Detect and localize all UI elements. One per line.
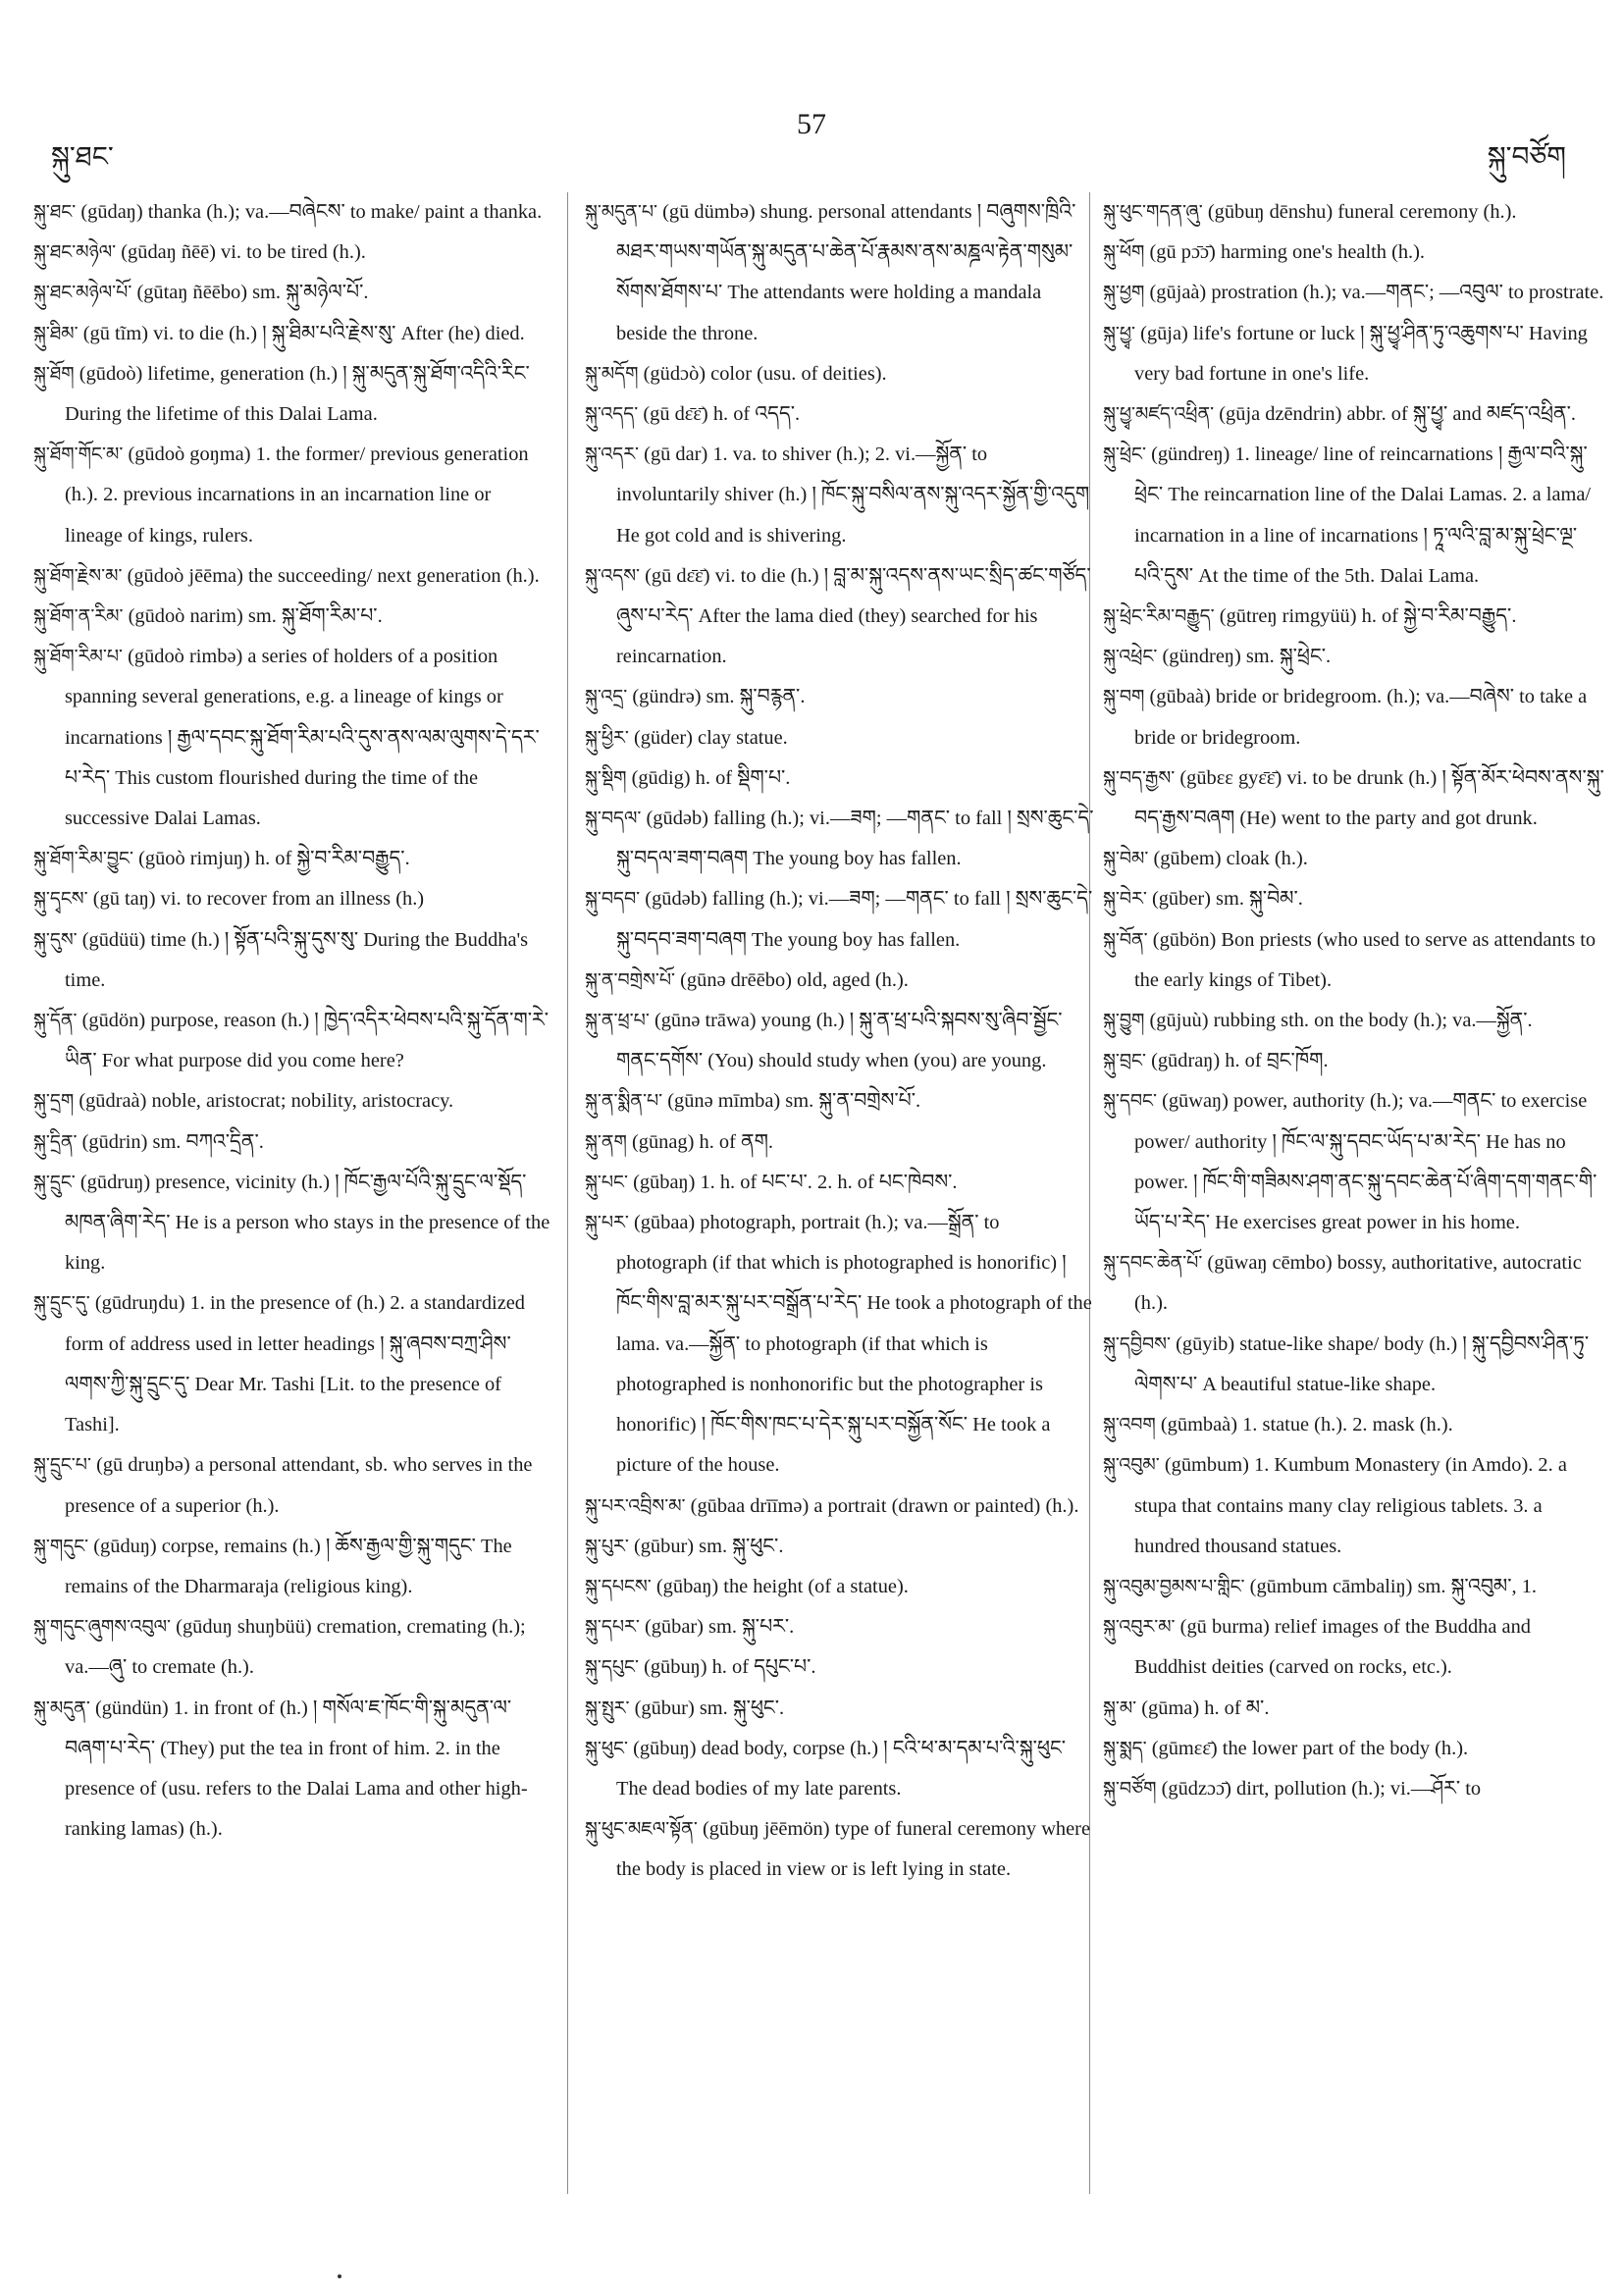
entry-definition: (gūdoò jēēma) the succeeding/ next generation (h.). — [127, 564, 540, 587]
entry-headword: སྐུ་དོན་ — [33, 1010, 78, 1032]
entry-headword: སྐུ་ཐོག་རྗེས་མ་ — [33, 564, 123, 587]
dictionary-entry — [585, 354, 1095, 394]
entry-headword: སྐུ་འདས་ — [585, 564, 641, 587]
column-middle — [585, 192, 1095, 1891]
entry-headword: སྐུ་པང་ — [585, 1171, 628, 1193]
dictionary-entry — [585, 556, 1095, 678]
entry-definition: (gūdaŋ ñēē) vi. to be tired (h.). — [121, 241, 366, 264]
dictionary-entry — [1103, 1607, 1605, 1688]
entry-definition: (gündreŋ) sm. སྐུ་ཕྲེང་. — [1162, 646, 1332, 668]
entry-definition: (gū druŋbə) a personal attendant, sb. who serves in the presence of a superior (h.). — [65, 1454, 533, 1517]
dictionary-entry — [585, 1122, 1095, 1163]
dictionary-entry — [1103, 879, 1605, 919]
entry-definition: (gūdoò) lifetime, generation (h.) ། སྐུ་མདུན་སྐུ་ཐོག་འདིའི་རིང་ During the lifetime of this Dalai Lama. — [65, 362, 530, 426]
entry-headword: སྐུ་མ་ — [1103, 1696, 1137, 1719]
entry-definition: (güdɔò) color (usu. of deities). — [643, 362, 887, 385]
entry-headword: སྐུ་བདལ་ — [585, 808, 642, 830]
entry-headword: སྐུ་དཔངས་ — [585, 1575, 652, 1597]
entry-definition: (gūdüü) time (h.) ། སྟོན་པའི་སྐུ་དུས་སུ་ During the Buddha's time. — [65, 928, 529, 991]
entry-definition: (gūdoò rimbə) a series of holders of a position spanning several generations, e.g. a lineage of kings or incarnations ། རྒྱལ་དབང་སྐུ་ཐོག་རིམ་པའི་དུས་ནས་ལམ་ལུགས་དེ་དར་པ་རེད་ This custom flourished during the time of the successive Dalai Lamas. — [65, 646, 540, 830]
dictionary-entry — [585, 1487, 1095, 1527]
column-left — [33, 192, 551, 1850]
dictionary-entry — [1103, 920, 1605, 1001]
entry-headword: སྐུ་བདབ་ — [585, 888, 641, 911]
entry-definition: (gūdraŋ) h. of བྲང་ཁོག. — [1151, 1050, 1329, 1072]
entry-definition: (gūdig) h. of སྡིག་པ་. — [631, 766, 791, 789]
entry-headword: སྐུ་མདོག — [585, 362, 639, 385]
entry-definition: (gūnag) h. of ནག. — [631, 1130, 774, 1153]
dictionary-entry — [1103, 394, 1605, 435]
dictionary-entry — [33, 1081, 551, 1122]
page-number: 57 — [797, 108, 826, 140]
entry-headword: སྐུ་བག — [1103, 686, 1145, 708]
entry-definition: (gūmbaà) 1. statue (h.). 2. mask (h.). — [1160, 1414, 1453, 1436]
entry-definition: (gūnə mīmba) sm. སྐུ་ན་བགྲེས་པོ་. — [667, 1090, 921, 1113]
entry-definition: (gūdrin) sm. བཀའ་དྲིན་. — [81, 1130, 264, 1153]
entry-headword: སྐུ་བེམ་ — [1103, 848, 1149, 870]
dictionary-entry — [1103, 1001, 1605, 1041]
dictionary-entry — [33, 879, 551, 919]
entry-headword: སྐུ་དུས་ — [33, 928, 78, 951]
entry-definition: (gūwaŋ cēmbo) bossy, authoritative, autocratic (h.). — [1134, 1252, 1582, 1315]
entry-headword: སྐུ་དྲུང་དུ་ — [33, 1292, 90, 1315]
dictionary-entry — [1103, 1041, 1605, 1081]
entry-definition: (güder) clay statue. — [633, 726, 788, 749]
dictionary-entry — [33, 839, 551, 879]
dictionary-entry — [585, 677, 1095, 717]
entry-definition: (gūbem) cloak (h.). — [1153, 848, 1308, 870]
entry-headword: སྐུ་འདྲ་ — [585, 686, 628, 708]
entry-headword: སྐུ་སྨད་ — [1103, 1737, 1147, 1759]
entry-definition: (gūtreŋ rimgyüü) h. of སྐྱེ་བ་རིམ་བརྒྱུད་. — [1219, 605, 1517, 628]
entry-headword: སྐུ་འབུམ་བྱམས་པ་གླིང་ — [1103, 1575, 1245, 1597]
entry-headword: སྐུ་ཐོག་གོང་མ་ — [33, 444, 124, 466]
entry-headword: སྐུ་དབྱིབས་ — [1103, 1332, 1171, 1355]
dictionary-entry — [33, 1001, 551, 1081]
entry-headword: སྐུ་ཕྱག — [1103, 282, 1145, 304]
dictionary-entry — [585, 1567, 1095, 1607]
entry-definition: (gūbaŋ) the height (of a statue). — [655, 1575, 909, 1597]
dictionary-entry — [585, 1001, 1095, 1081]
entry-headword: སྐུ་པར་འབྲིས་མ་ — [585, 1494, 686, 1517]
dictionary-entry — [33, 192, 551, 233]
entry-definition: (gūdoò narim) sm. སྐུ་ཐོག་རིམ་པ་. — [128, 605, 383, 628]
entry-definition: (gūbuŋ) h. of དཔུང་པ་. — [644, 1656, 816, 1679]
entry-definition: (gūdoò goŋma) 1. the former/ previous generation (h.). 2. previous incarnations in an incarnation line or lineage of kings, rulers. — [65, 444, 529, 547]
entry-definition: (gūyib) statue-like shape/ body (h.) ། སྐུ་དབྱིབས་ཤིན་ཏུ་ལེགས་པ་ A beautiful statue-like shape. — [1134, 1332, 1590, 1395]
entry-definition: (gūtaŋ ñēēbo) sm. སྐུ་མཉེལ་པོ་. — [136, 282, 369, 304]
entry-headword: སྐུ་བེར་ — [1103, 888, 1147, 911]
entry-headword: སྐུ་མདུན་པ་ — [585, 201, 657, 223]
dictionary-entry — [1103, 435, 1605, 597]
entry-headword: སྐུ་སྡིག — [585, 766, 627, 789]
dictionary-entry — [33, 1689, 551, 1851]
entry-definition: (gūbɛɛ gyɛ̄ɛ̄) vi. to be drunk (h.) ། སྟོན་མོར་ཕེབས་ནས་སྐུ་བད་རྒྱས་བཞག (He) went to the party and got drunk. — [1134, 766, 1604, 830]
entry-definition: (gūoò rimjuŋ) h. of སྐྱེ་བ་རིམ་བརྒྱུད་. — [138, 848, 410, 870]
entry-headword: སྐུ་ཐོག — [33, 362, 75, 385]
dictionary-entry — [585, 758, 1095, 799]
entry-definition: (gūdruŋdu) 1. in the presence of (h.) 2. a standardized form of address used in letter headings ། སྐུ་ཞབས་བཀྲ་ཤིས་ལགས་ཀྱི་སྐུ་དྲུང་དུ་ Dear Mr. Tashi [Lit. to the presence of Tashi]. — [65, 1292, 526, 1436]
entry-headword: སྐུ་དཔར་ — [585, 1616, 640, 1639]
entry-definition: (gūbön) Bon priests (who used to serve as attendants to the early kings of Tibet). — [1134, 928, 1597, 991]
running-head-right: སྐུ་བཙོག — [1487, 140, 1566, 173]
dictionary-entry — [1103, 1689, 1605, 1729]
entry-headword: སྐུ་ཐོག་ན་རིམ་ — [33, 605, 124, 628]
entry-definition: (gūmbum cāmbaliŋ) sm. སྐུ་འབུམ་, 1. — [1249, 1575, 1537, 1597]
dictionary-entry — [585, 799, 1095, 879]
entry-headword: སྐུ་དྲུང་ — [33, 1171, 76, 1193]
dictionary-entry — [585, 1607, 1095, 1647]
entry-headword: སྐུ་གདུང་ཞུགས་འབུལ་ — [33, 1616, 172, 1639]
entry-definition: (gūma) h. of མ་. — [1141, 1696, 1270, 1719]
dictionary-entry — [585, 435, 1095, 556]
entry-headword: སྐུ་མདུན་ — [33, 1696, 90, 1719]
entry-definition: (gūjuù) rubbing sth. on the body (h.); va.—སྐྱོན་. — [1149, 1010, 1533, 1032]
dictionary-entry — [33, 233, 551, 273]
entry-headword: སྐུ་དབང་ཆེན་པོ་ — [1103, 1252, 1203, 1275]
dictionary-entry — [1103, 677, 1605, 757]
dictionary-entry — [1103, 1567, 1605, 1607]
entry-headword: སྐུ་ཕྱྭ་ — [1103, 322, 1135, 344]
entry-definition: (gūja dzēndrin) abbr. of སྐུ་ཕྱྭ་ and མཛད་འཕྲིན་. — [1219, 403, 1577, 426]
entry-headword: སྐུ་བོན་ — [1103, 928, 1148, 951]
dictionary-entry — [1103, 1769, 1605, 1809]
entry-definition: (gūbuŋ) dead body, corpse (h.) ། ངའི་ཕ་མ་དམ་པ་འི་སྐུ་ཕུང་ The dead bodies of my late parents. — [616, 1737, 1067, 1800]
dictionary-entry — [33, 556, 551, 597]
entry-headword: སྐུ་ཐོག་རིམ་པ་ — [33, 646, 123, 668]
entry-headword: སྐུ་དྭངས་ — [33, 888, 88, 911]
dictionary-entry — [33, 1163, 551, 1284]
dictionary-entry — [1103, 1081, 1605, 1243]
dictionary-entry — [1103, 839, 1605, 879]
entry-definition: (gū pɔ̄ɔ̄) harming one's health (h.). — [1149, 241, 1426, 264]
entry-definition: (gūmbum) 1. Kumbum Monastery (in Amdo). 2. a stupa that contains many clay religious tablets. 3. a hundred thousand statues. — [1134, 1454, 1567, 1557]
dictionary-entry — [585, 879, 1095, 960]
dictionary-entry — [33, 314, 551, 354]
entry-headword: སྐུ་ཕྱིར་ — [585, 726, 629, 749]
entry-definition: (gündrə) sm. སྐུ་བརྙན་. — [632, 686, 806, 708]
dictionary-entry — [33, 597, 551, 637]
dictionary-entry — [1103, 1325, 1605, 1405]
column-right — [1103, 192, 1605, 1809]
entry-headword: སྐུ་ནག — [585, 1130, 627, 1153]
entry-definition: (gūbar) sm. སྐུ་པར་. — [644, 1616, 795, 1639]
dictionary-entry — [585, 1527, 1095, 1567]
entry-headword: སྐུ་དབང་ — [1103, 1090, 1157, 1113]
entry-definition: (gūbur) sm. སྐུ་ཕུང་. — [633, 1535, 784, 1557]
entry-headword: སྐུ་ཐང་ — [33, 201, 77, 223]
entry-headword: སྐུ་ན་ཕྲ་པ་ — [585, 1010, 650, 1032]
entry-definition: (gūbaa drīīmə) a portrait (drawn or painted) (h.). — [690, 1494, 1079, 1517]
dictionary-entry — [1103, 637, 1605, 677]
column-divider — [567, 192, 568, 2194]
entry-headword: སྐུ་ཕོག — [1103, 241, 1145, 264]
entry-headword: སྐུ་ཕུང་ — [585, 1737, 628, 1759]
entry-definition: (gū dɛ̄ɛ̄) h. of འདད་. — [643, 403, 801, 426]
entry-headword: སྐུ་འཕྲེང་ — [1103, 646, 1158, 668]
entry-headword: སྐུ་ཐང་མཉེལ་པོ་ — [33, 282, 132, 304]
entry-headword: སྐུ་འདད་ — [585, 403, 639, 426]
entry-headword: སྐུ་དྲུང་པ་ — [33, 1454, 91, 1477]
dictionary-entry — [585, 1647, 1095, 1688]
entry-definition: (gū tĩm) vi. to die (h.) ། སྐུ་ཐིམ་པའི་རྗེས་སུ་ After (he) died. — [82, 322, 525, 344]
entry-definition: (gūwaŋ) power, authority (h.); va.—གནང་ to exercise power/ authority ། ཁོང་ལ་སྐུ་དབང་ཡོད་པ་མ་རེད་ He has no power. ། ཁོང་གི་གཟིམས་ཤག་ནང་སྐུ་དབང་ཆེན་པོ་ཞིག་དག་གནང་གི་ཡོད་པ་རེད་ He exercises great power in his home. — [1134, 1090, 1597, 1234]
entry-headword: སྐུ་ཐོག་རིམ་བྱུང་ — [33, 848, 133, 870]
dictionary-entry — [585, 961, 1095, 1001]
entry-definition: (gūdzɔɔ̄) dirt, pollution (h.); vi.—ཤོར་ to — [1161, 1777, 1482, 1800]
entry-definition: (gündün) 1. in front of (h.) ། གསོལ་ཇ་ཁོང་གི་སྐུ་མདུན་ལ་བཞག་པ་རེད་ (They) put the tea in front of him. 2. in the presence of (usu. refers to the Dalai Lama and other high-ranking lamas) (h.). — [65, 1696, 528, 1841]
entry-headword: སྐུ་དྲག — [33, 1090, 75, 1113]
entry-definition: (gūbuŋ dēnshu) funeral ceremony (h.). — [1207, 201, 1517, 223]
dictionary-entry — [1103, 758, 1605, 839]
dictionary-entry — [33, 1527, 551, 1607]
dictionary-entry — [1103, 192, 1605, 233]
entry-headword: སྐུ་དཔུང་ — [585, 1656, 639, 1679]
dictionary-entry — [1103, 314, 1605, 394]
entry-headword: སྐུ་པར་ — [585, 1212, 629, 1234]
entry-definition: (gūbur) sm. སྐུ་ཕུང་. — [634, 1696, 785, 1719]
entry-headword: སྐུ་ཐིམ་ — [33, 322, 79, 344]
entry-definition: (gūbaŋ) 1. h. of པང་པ་. 2. h. of པང་ཁེབས་. — [633, 1171, 958, 1193]
entry-definition: (gūber) sm. སྐུ་བེམ་. — [1151, 888, 1303, 911]
entry-headword: སྐུ་ཕུང་མཇལ་སྟོན་ — [585, 1818, 698, 1841]
entry-definition: (gūnə drēēbo) old, aged (h.). — [680, 968, 909, 991]
dictionary-entry — [1103, 273, 1605, 313]
dictionary-entry — [33, 1445, 551, 1526]
entry-headword: སྐུ་གདུང་ — [33, 1535, 89, 1557]
entry-definition: (gūnə trāwa) young (h.) ། སྐུ་ན་ཕྲ་པའི་སྐབས་སུ་ཞིབ་སྦྱོང་གནང་དགོས་ (You) should study when (you) are young. — [616, 1010, 1063, 1072]
entry-definition: (gū dɛ̄ɛ̄) vi. to die (h.) ། བླ་མ་སྐུ་འདས་ནས་ཡང་སྲིད་ཚང་གཙོད་ཞུས་པ་རེད་ After the lama died (they) searched for his reincarnation. — [616, 564, 1091, 668]
entry-headword: སྐུ་ཐང་མཉེལ་ — [33, 241, 117, 264]
entry-definition: (gūmɛɛ̄) the lower part of the body (h.). — [1151, 1737, 1469, 1759]
entry-definition: (gūjaà) prostration (h.); va.—གནང་; —འབུལ་ to prostrate. — [1149, 282, 1604, 304]
entry-definition: (gūdön) purpose, reason (h.) ། ཁྱེད་འདིར་ཕེབས་པའི་སྐུ་དོན་ག་རེ་ཡིན་ For what purpose did you come here? — [65, 1010, 550, 1072]
entry-definition: (gūbuŋ jēēmön) type of funeral ceremony where the body is placed in view or is left lying in state. — [616, 1818, 1091, 1881]
dictionary-entry — [33, 1122, 551, 1163]
entry-headword: སྐུ་དྲིན་ — [33, 1130, 78, 1153]
dictionary-entry — [33, 435, 551, 556]
entry-definition: (gū dar) 1. va. to shiver (h.); 2. vi.—སྐྱོན་ to involuntarily shiver (h.) ། ཁོང་སྐུ་བསིལ་ནས་སྐུ་འདར་སྐྱོན་གྱི་འདུག He got cold and is shivering. — [616, 444, 1090, 547]
entry-headword: སྐུ་ཕྱྭ་མཛད་འཕྲིན་ — [1103, 403, 1215, 426]
entry-headword: སྐུ་ཕྲེང་ — [1103, 444, 1146, 466]
entry-definition: (gū taŋ) vi. to recover from an illness (h.) — [92, 888, 425, 911]
dictionary-entry — [1103, 597, 1605, 637]
dictionary-entry — [33, 354, 551, 435]
entry-definition: (gūja) life's fortune or luck ། སྐུ་ཕྱྭ་ཤིན་ཏུ་འཆུགས་པ་ Having very bad fortune in one's life. — [1134, 322, 1588, 385]
dictionary-entry — [585, 1163, 1095, 1203]
entry-headword: སྐུ་འབུར་མ་ — [1103, 1616, 1176, 1639]
dictionary-entry — [33, 273, 551, 313]
entry-definition: (gūdəb) falling (h.); vi.—ཟག; —གནང་ to fall ། སྲས་ཆུང་དེ་སྐུ་བདབ་ཟག་བཞག The young boy has fallen. — [616, 888, 1093, 951]
entry-headword: སྐུ་འདར་ — [585, 444, 640, 466]
entry-definition: (gūbaà) bride or bridegroom. (h.); va.—བཞེས་ to take a bride or bridegroom. — [1134, 686, 1588, 749]
entry-headword: སྐུ་ཕུང་གདན་ཞུ་ — [1103, 201, 1203, 223]
entry-definition: (gūdruŋ) presence, vicinity (h.) ། ཁོང་རྒྱལ་པོའི་སྐུ་དྲུང་ལ་སྡོད་མཁན་ཞིག་རེད་ He is a person who stays in the presence of the king. — [65, 1171, 550, 1275]
entry-headword: སྐུ་འབག — [1103, 1414, 1156, 1436]
dictionary-entry — [1103, 1405, 1605, 1445]
dictionary-entry — [585, 1689, 1095, 1729]
entry-definition: (gündreŋ) 1. lineage/ line of reincarnations ། རྒྱལ་བའི་སྐུ་ཕྲེང་ The reincarnation line of the Dalai Lamas. 2. a lama/ incarnation in a line of incarnations ། ཏཱ་ལའི་བླ་མ་སྐུ་ཕྲེང་ལྔ་པའི་དུས་ At the time of the 5th. Dalai Lama. — [1134, 444, 1592, 587]
entry-definition: (gūdraà) noble, aristocrat; nobility, aristocracy. — [79, 1090, 454, 1113]
entry-headword: སྐུ་བད་རྒྱས་ — [1103, 766, 1176, 789]
entry-definition: (gūdəb) falling (h.); vi.—ཟག; —གནང་ to fall ། སྲས་ཆུང་དེ་སྐུ་བདལ་ཟག་བཞག The young boy has fallen. — [616, 808, 1094, 870]
entry-headword: སྐུ་ན་བགྲེས་པོ་ — [585, 968, 676, 991]
entry-definition: (gūduŋ) corpse, remains (h.) ། ཆོས་རྒྱལ་གྱི་སྐུ་གདུང་ The remains of the Dharmaraja (religious king). — [65, 1535, 512, 1597]
entry-definition: (gūduŋ shuŋbüü) cremation, cremating (h.); va.—ཞུ་ to cremate (h.). — [65, 1616, 526, 1679]
dictionary-entry — [585, 192, 1095, 354]
entry-definition: (gūdaŋ) thanka (h.); va.—བཞེངས་ to make/ paint a thanka. — [80, 201, 543, 223]
entry-headword: སྐུ་ན་སྨིན་པ་ — [585, 1090, 663, 1113]
dictionary-entry — [585, 1081, 1095, 1122]
entry-headword: སྐུ་པུར་ — [585, 1535, 629, 1557]
dictionary-entry — [1103, 1243, 1605, 1324]
entry-headword: སྐུ་བྱུག — [1103, 1010, 1145, 1032]
stray-dot — [338, 2274, 341, 2278]
entry-definition: (gū dümbə) shung. personal attendants ། བཞུགས་ཁྲིའི་མཐར་གཡས་གཡོན་སྐུ་མདུན་པ་ཆེན་པོ་རྣམས་ནས་མཎྜལ་རྟེན་གསུམ་སོགས་ཐོགས་པ་ The attendants were holding a mandala beside the throne. — [616, 201, 1076, 344]
dictionary-entry — [585, 718, 1095, 758]
dictionary-entry — [33, 637, 551, 839]
running-head-left: སྐུ་ཐང་ — [51, 140, 114, 173]
dictionary-entry — [585, 1203, 1095, 1486]
dictionary-entry — [585, 1809, 1095, 1890]
dictionary-entry — [1103, 1445, 1605, 1567]
entry-headword: སྐུ་བཙོག — [1103, 1777, 1157, 1800]
dictionary-entry — [33, 920, 551, 1001]
entry-headword: སྐུ་ཕྲེང་རིམ་བརྒྱུད་ — [1103, 605, 1215, 628]
entry-headword: སྐུ་འབུམ་ — [1103, 1454, 1160, 1477]
dictionary-entry — [585, 394, 1095, 435]
dictionary-entry — [585, 1729, 1095, 1809]
entry-definition: (gū burma) relief images of the Buddha and Buddhist deities (carved on rocks, etc.). — [1134, 1616, 1531, 1679]
entry-headword: སྐུ་བྲང་ — [1103, 1050, 1146, 1072]
dictionary-entry — [1103, 1729, 1605, 1769]
dictionary-entry — [33, 1283, 551, 1445]
entry-definition: (gūbaa) photograph, portrait (h.); va.—སྒྲོན་ to photograph (if that which is photographed is honorific) ། ཁོང་གིས་བླ་མར་སྐུ་པར་བསྒྲོན་པ་རེད་ He took a photograph of the lama. va.—སྐྱོན་ to photograph (if that which is photographed is nonhonorific but the photographer is honorific) ། ཁོང་གིས་ཁང་པ་དེར་སྐུ་པར་བསྐྱོན་སོང་ He took a picture of the house. — [616, 1212, 1092, 1477]
entry-headword: སྐུ་སྤུར་ — [585, 1696, 630, 1719]
dictionary-entry — [33, 1607, 551, 1688]
dictionary-entry — [1103, 233, 1605, 273]
